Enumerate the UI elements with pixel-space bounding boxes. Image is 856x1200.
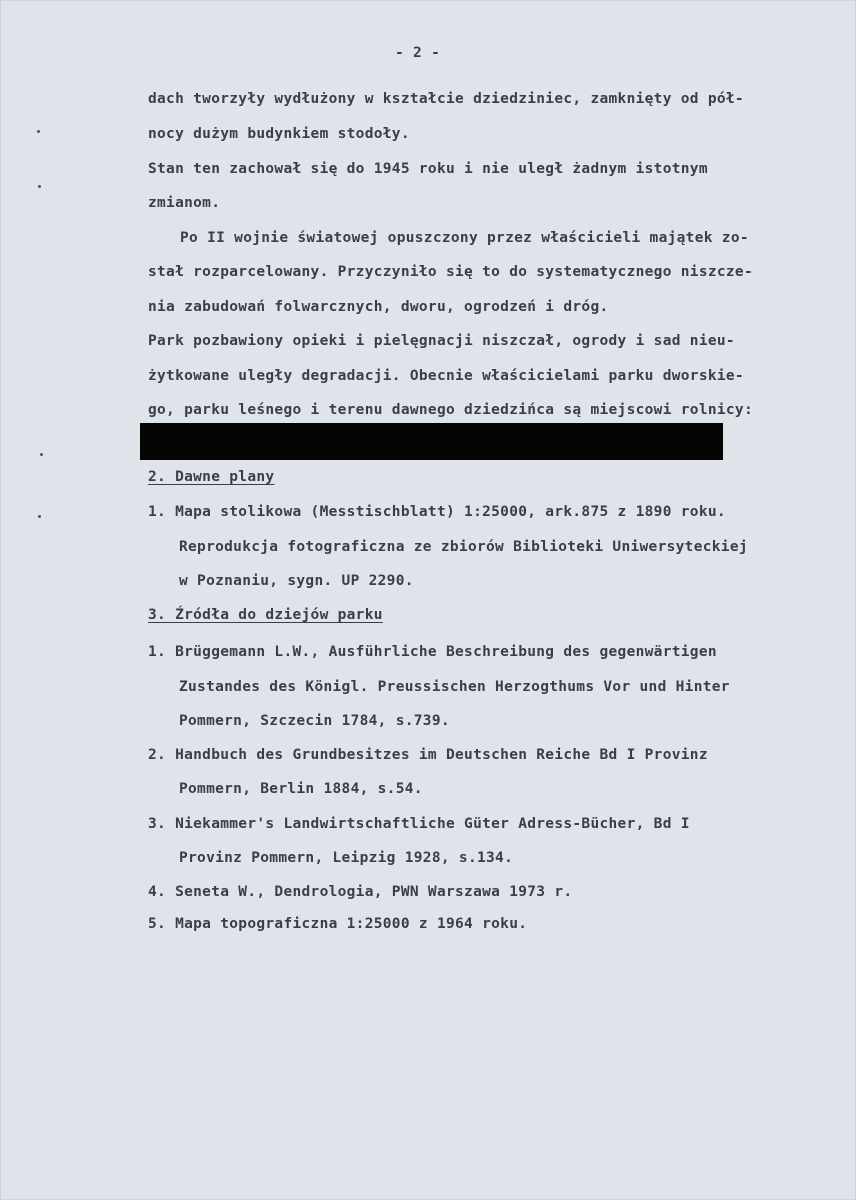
body-line-8: Park pozbawiony opieki i pielęgnacji niszczał, ogrody i sad nieu- [148,333,735,349]
section-3-item-2-line-2: Pommern, Berlin 1884, s.54. [179,781,423,797]
body-line-5: Po II wojnie światowej opuszczony przez właścicieli majątek zo- [180,230,749,246]
section-3-item-3-line-2: Provinz Pommern, Leipzig 1928, s.134. [179,850,514,866]
section-2-item-1-line-3: w Poznaniu, sygn. UP 2290. [179,573,414,589]
body-line-1: dach tworzyły wydłużony w kształcie dziedziniec, zamknięty od pół- [148,91,744,107]
section-2-item-1-line-2: Reprodukcja fotograficzna ze zbiorów Biblioteki Uniwersyteckiej [179,539,748,555]
body-line-2: nocy dużym budynkiem stodoły. [148,126,410,142]
section-3-item-1-line-2: Zustandes des Königl. Preussischen Herzogthums Vor und Hinter [179,679,730,695]
paper-speck [40,453,43,456]
paper-speck [38,185,41,188]
section-3-item-3-line-1: 3. Niekammer's Landwirtschaftliche Güter Adress-Bücher, Bd I [148,816,690,832]
body-line-6: stał rozparcelowany. Przyczyniło się to do systematycznego niszcze- [148,264,753,280]
section-3-item-5: 5. Mapa topograficzna 1:25000 z 1964 roku. [148,916,528,932]
section-3-item-1-line-1: 1. Brüggemann L.W., Ausführliche Beschreibung des gegenwärtigen [148,644,717,660]
section-2-item-1-line-1: 1. Mapa stolikowa (Messtischblatt) 1:25000, ark.875 z 1890 roku. [148,504,726,520]
paper-speck [38,515,41,518]
body-line-4: zmianom. [148,195,221,211]
body-line-10: go, parku leśnego i terenu dawnego dziedzińca są miejscowi rolnicy: [148,402,753,418]
section-3-item-4: 4. Seneta W., Dendrologia, PWN Warszawa 1973 r. [148,884,573,900]
body-line-9: żytkowane uległy degradacji. Obecnie właścicielami parku dworskie- [148,368,744,384]
page-number: - 2 - [395,45,441,61]
paper-speck [37,130,40,133]
section-3-heading: 3. Źródła do dziejów parku [148,607,383,623]
body-line-3: Stan ten zachował się do 1945 roku i nie uległ żadnym istotnym [148,161,708,177]
section-2-heading: 2. Dawne plany [148,469,275,485]
redaction-bar [140,423,723,460]
section-3-item-2-line-1: 2. Handbuch des Grundbesitzes im Deutschen Reiche Bd I Provinz [148,747,708,763]
section-3-item-1-line-3: Pommern, Szczecin 1784, s.739. [179,713,450,729]
body-line-7: nia zabudowań folwarcznych, dworu, ogrodzeń i dróg. [148,299,609,315]
